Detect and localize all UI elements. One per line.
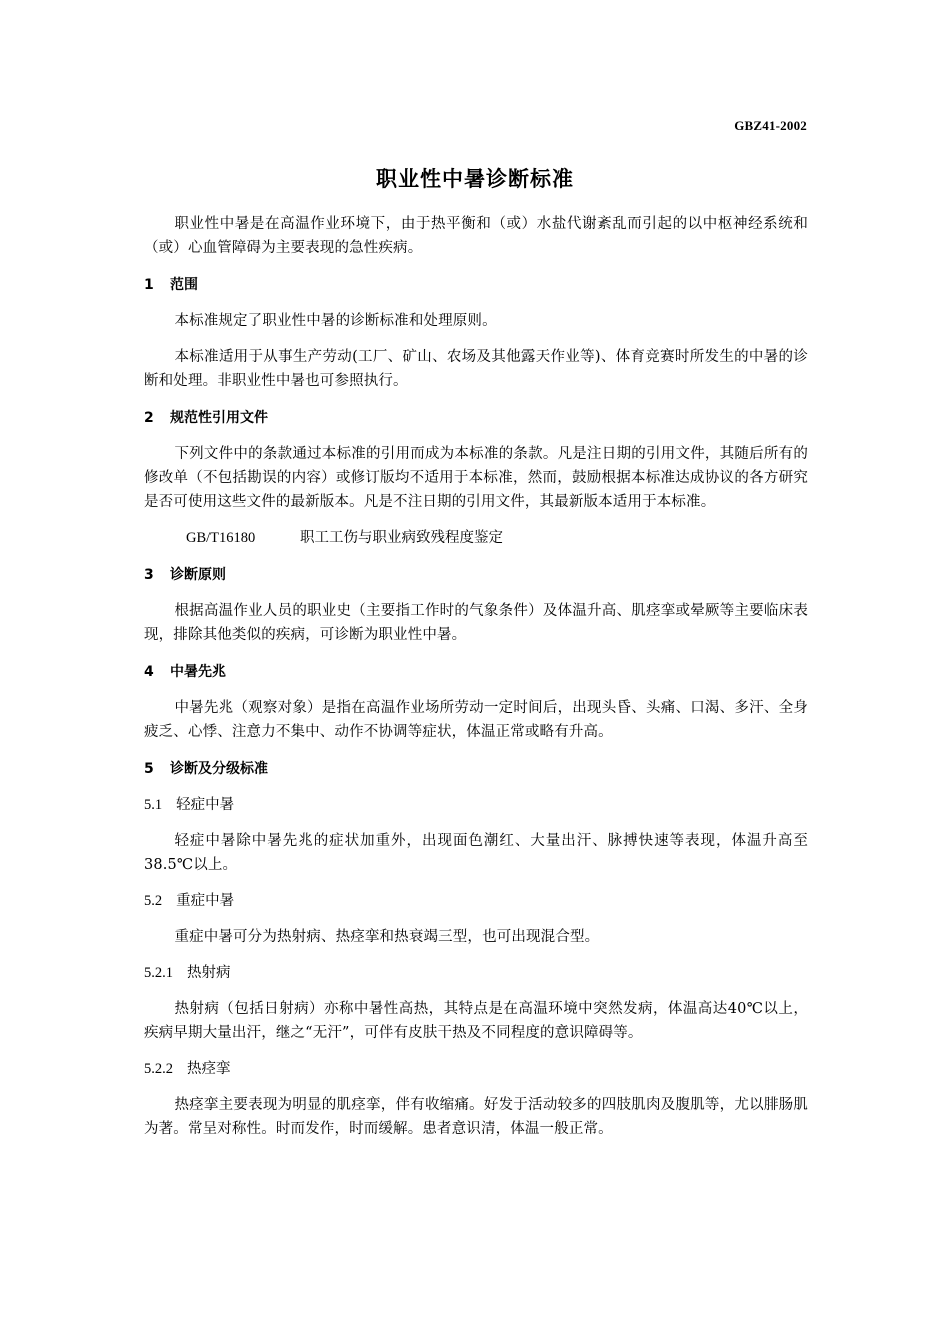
section-5-heading bbox=[144, 757, 808, 781]
document-code: GBZ41-2002 bbox=[734, 118, 807, 133]
section-number: 3 bbox=[144, 567, 154, 583]
section-1-paragraph-1: 本标准规定了职业性中暑的诊断标准和处理原则。 bbox=[174, 313, 497, 329]
section-3-paragraph-1: 根据高温作业人员的职业史（主要指工作时的气象条件）及体温升高、肌痉挛或晕厥等主要临床表现，排除其他类似的疾病，可诊断为职业性中暑。 bbox=[144, 603, 808, 643]
document-body bbox=[144, 212, 808, 1141]
reference-title: 职工工伤与职业病致残程度鉴定 bbox=[300, 530, 503, 546]
section-4-heading bbox=[144, 660, 808, 684]
section-title: 诊断原则 bbox=[170, 567, 226, 583]
section-title: 诊断及分级标准 bbox=[170, 761, 268, 777]
section-number: 1 bbox=[144, 277, 154, 293]
section-1-heading bbox=[144, 273, 808, 297]
subsection-title: 轻症中暑 bbox=[176, 797, 235, 813]
document-title: 职业性中暑诊断标准 bbox=[376, 167, 574, 191]
section-4-paragraph-1: 中暑先兆（观察对象）是指在高温作业场所劳动一定时间后，出现头昏、头痛、口渴、多汗、全身疲乏、心悸、注意力不集中、动作不协调等症状，体温正常或略有升高。 bbox=[144, 700, 808, 740]
subsection-5-2-1-heading bbox=[144, 961, 808, 985]
section-number: 5 bbox=[144, 761, 154, 777]
intro-paragraph: 职业性中暑是在高温作业环境下，由于热平衡和（或）水盐代谢紊乱而引起的以中枢神经系统和（或）心血管障碍为主要表现的急性疾病。 bbox=[144, 216, 808, 256]
subsection-title: 热射病 bbox=[187, 965, 231, 981]
subsection-5-1-heading bbox=[144, 793, 808, 817]
section-2-heading bbox=[144, 406, 808, 430]
subsection-number: 5.2 bbox=[144, 893, 163, 909]
section-2-paragraph-1: 下列文件中的条款通过本标准的引用而成为本标准的条款。凡是注日期的引用文件，其随后所有的修改单（不包括勘误的内容）或修订版均不适用于本标准，然而，鼓励根据本标准达成协议的各方研究是否可使用这些文件的最新版本。凡是不注日期的引用文件，其最新版本适用于本标准。 bbox=[144, 446, 808, 510]
reference-entry bbox=[144, 526, 808, 550]
subsection-number: 5.2.1 bbox=[144, 965, 173, 981]
section-title: 中暑先兆 bbox=[170, 664, 226, 680]
section-1-paragraph-2: 本标准适用于从事生产劳动(工厂、矿山、农场及其他露天作业等)、体育竞赛时所发生的中暑的诊断和处理。非职业性中暑也可参照执行。 bbox=[144, 349, 808, 389]
subsection-number: 5.2.2 bbox=[144, 1061, 173, 1077]
section-number: 2 bbox=[144, 410, 154, 426]
section-3-heading bbox=[144, 563, 808, 587]
section-title: 规范性引用文件 bbox=[170, 410, 268, 426]
subsection-5-2-2-heading bbox=[144, 1057, 808, 1081]
section-number: 4 bbox=[144, 664, 154, 680]
section-title: 范围 bbox=[170, 277, 198, 293]
subsection-title: 重症中暑 bbox=[176, 893, 235, 909]
subsection-number: 5.1 bbox=[144, 797, 163, 813]
subsection-5-2-1-paragraph: 热射病（包括日射病）亦称中暑性高热，其特点是在高温环境中突然发病，体温高达40℃以上，疾病早期大量出汗，继之“无汗”，可伴有皮肤干热及不同程度的意识障碍等。 bbox=[144, 1001, 808, 1041]
subsection-5-2-2-paragraph: 热痉挛主要表现为明显的肌痉挛，伴有收缩痛。好发于活动较多的四肢肌肉及腹肌等，尤以腓肠肌为著。常呈对称性。时而发作，时而缓解。患者意识清，体温一般正常。 bbox=[144, 1097, 808, 1137]
subsection-5-1-paragraph: 轻症中暑除中暑先兆的症状加重外，出现面色潮红、大量出汗、脉搏快速等表现，体温升高至 38.5℃以上。 bbox=[144, 833, 808, 873]
subsection-title: 热痉挛 bbox=[187, 1061, 231, 1077]
reference-code: GB/T16180 bbox=[186, 530, 256, 546]
subsection-5-2-heading bbox=[144, 889, 808, 913]
subsection-5-2-paragraph: 重症中暑可分为热射病、热痉挛和热衰竭三型，也可出现混合型。 bbox=[174, 929, 600, 945]
